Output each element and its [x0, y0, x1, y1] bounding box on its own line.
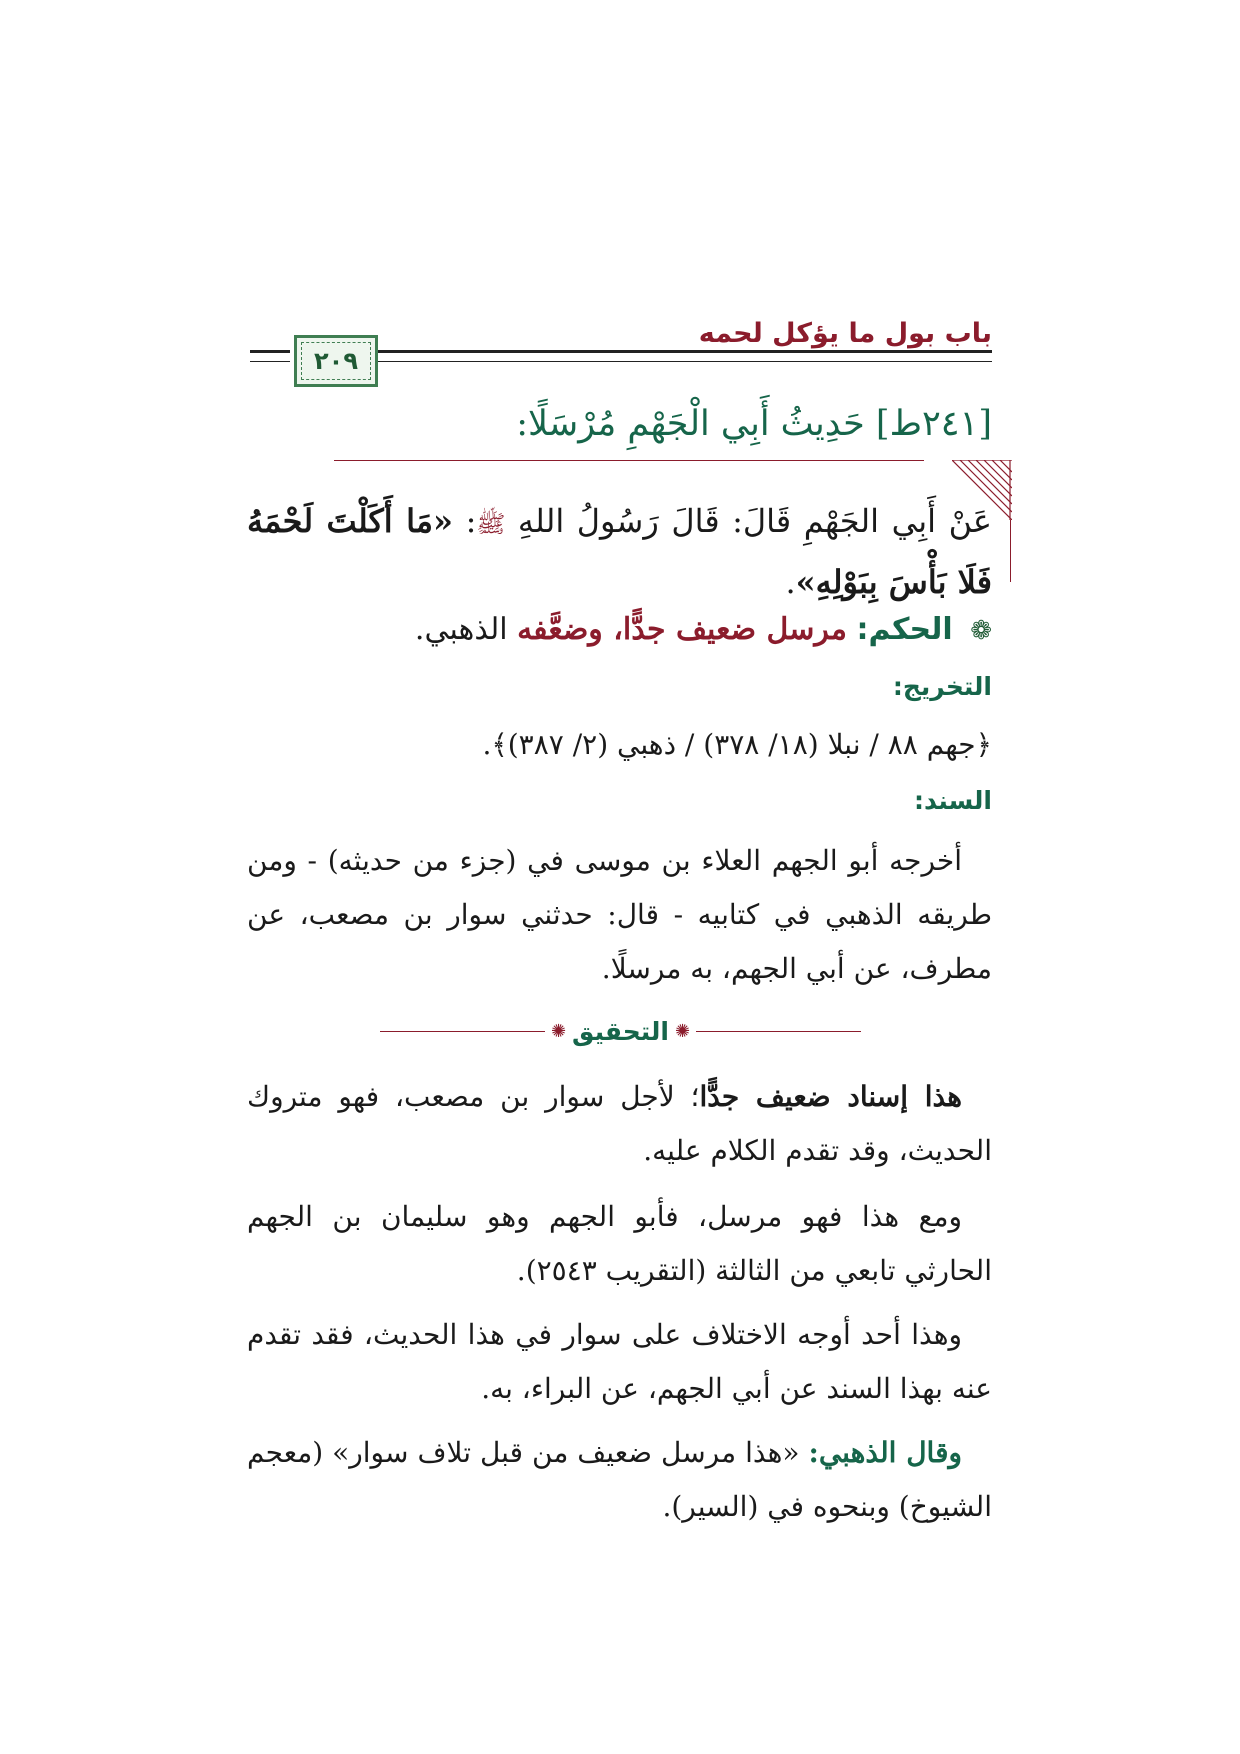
- hadith-end: .: [785, 563, 796, 601]
- sanad-text: أخرجه أبو الجهم العلاء بن موسى في (جزء من حديثه) - ومن طريقه الذهبي في كتابيه - قال: حدثني سوار بن مصعب، عن مطرف، عن أبي الجهم، به مرسلًا.: [247, 844, 992, 985]
- divider-ornament-icon: ✺: [674, 1021, 691, 1042]
- hadith-text: [247, 492, 992, 611]
- tahqiq-p4-rest: «هذا مرسل ضعيف من قبل تلاف سوار» (معجم الشيوخ) وبنحوه في (السير).: [247, 1436, 992, 1523]
- hadith-quote: «مَا أَكَلْتَ لَحْمَهُ فَلَا بَأْسَ بِبَوْلِهِ»: [247, 502, 992, 601]
- hadith-intro: عَنْ أَبِي الجَهْمِ قَالَ: قَالَ رَسُولُ اللهِ: [517, 502, 993, 540]
- tahqiq-paragraph-1: [247, 1070, 992, 1178]
- header-rule-bottom: [378, 361, 992, 362]
- ruling-verdict: مرسل ضعيف جدًّا، وضعَّفه: [517, 612, 847, 647]
- tahqiq-p1-rest: ؛ لأجل سوار بن مصعب، فهو متروك الحديث، وقد تقدم الكلام عليه.: [247, 1080, 992, 1167]
- takhrij-refs: ﴿جهم ٨٨ / نبلا (١٨/ ٣٧٨) / ذهبي (٢/ ٣٨٧)﴾.: [482, 728, 992, 761]
- hadith-title: [٢٤١ط] حَدِيثُ أَبِي الْجَهْمِ مُرْسَلًا:: [516, 404, 992, 444]
- tahqiq-divider: [248, 1017, 993, 1046]
- divider-ornament-icon: ✺: [550, 1021, 567, 1042]
- isnad-verdict: هذا إسناد ضعيف جدًّا: [699, 1080, 962, 1113]
- dhahabi-label: وقال الذهبي:: [808, 1436, 962, 1469]
- sanad-paragraph: [247, 834, 992, 996]
- sanad-heading: السند:: [913, 786, 992, 815]
- tahqiq-paragraph-2: [247, 1190, 992, 1298]
- flower-icon: ❁: [970, 616, 992, 646]
- tahqiq-p2: ومع هذا فهو مرسل، فأبو الجهم وهو سليمان بن الجهم الحارثي تابعي من الثالثة (التقريب ٢٥٤٣).: [247, 1200, 992, 1287]
- honorific-glyph: ﷺ: [476, 510, 506, 538]
- ruling-rest: الذهبي.: [414, 612, 508, 647]
- block-edge-line: [1010, 520, 1011, 582]
- divider-line-left: [380, 1031, 545, 1032]
- ruling-line: [415, 612, 992, 647]
- tahqiq-paragraph-3: [247, 1308, 992, 1416]
- header-rule-left-top: [250, 350, 290, 353]
- running-title: باب بول ما يؤكل لحمه: [698, 318, 992, 349]
- title-underline: [334, 460, 924, 461]
- header-rule-top: [378, 350, 992, 353]
- tahqiq-paragraph-4: [247, 1426, 992, 1534]
- header-rule-left-bottom: [250, 361, 290, 362]
- tahqiq-p3: وهذا أحد أوجه الاختلاف على سوار في هذا الحديث، فقد تقدم عنه بهذا السند عن أبي الجهم، عن البراء، به.: [247, 1318, 992, 1405]
- page-number: ٢٠٩: [314, 347, 358, 375]
- ruling-label: الحكم:: [856, 612, 953, 647]
- divider-line-right: [696, 1031, 861, 1032]
- takhrij-heading: التخريج:: [892, 672, 992, 701]
- hadith-colon: :: [465, 502, 477, 540]
- tahqiq-heading: التحقيق: [572, 1017, 669, 1046]
- page-number-badge: [294, 335, 378, 387]
